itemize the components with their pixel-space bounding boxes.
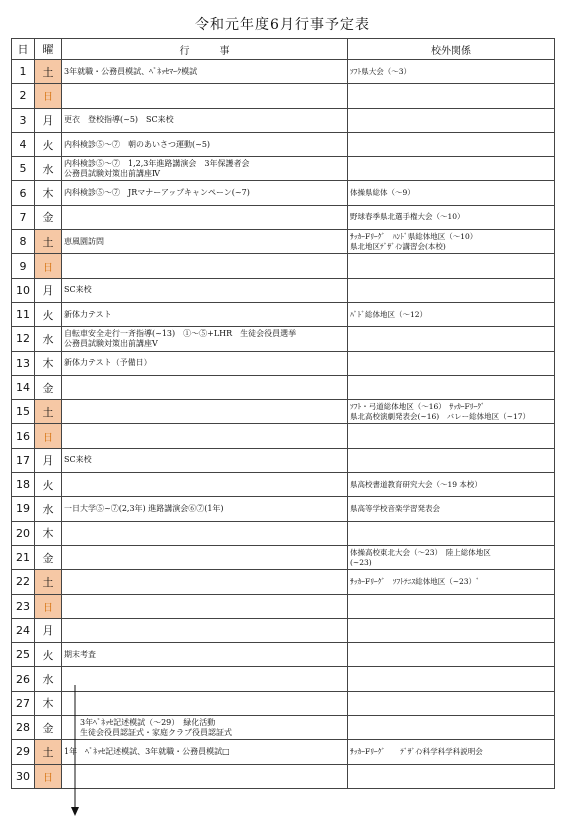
- table-row: [12, 375, 555, 399]
- day-cell: 16: [12, 424, 35, 448]
- table-row: [12, 84, 555, 108]
- weekday-cell: 土: [35, 60, 62, 84]
- table-row: [12, 205, 555, 229]
- header-row: [12, 39, 555, 60]
- external-cell: [348, 278, 555, 302]
- table-row: [12, 278, 555, 302]
- events-cell: 一日大学⑤~⑦(2,3年) 進路講演会⑥⑦(1年): [62, 497, 348, 521]
- day-cell: 27: [12, 691, 35, 715]
- day-cell: 2: [12, 84, 35, 108]
- day-cell: 7: [12, 205, 35, 229]
- day-cell: 21: [12, 545, 35, 569]
- weekday-cell: 日: [35, 84, 62, 108]
- external-cell: 県高校書道教育研究大会（～19 本校）: [348, 473, 555, 497]
- day-cell: 9: [12, 254, 35, 278]
- table-row: [12, 424, 555, 448]
- events-cell: [62, 400, 348, 424]
- table-row: [12, 448, 555, 472]
- day-cell: 5: [12, 157, 35, 181]
- weekday-cell: 土: [35, 570, 62, 594]
- day-cell: 22: [12, 570, 35, 594]
- external-cell: ｻｯｶｰFﾘｰｸﾞ ﾃﾞｻﾞｲﾝ科学科学科説明会: [348, 740, 555, 764]
- table-row: [12, 740, 555, 764]
- weekday-cell: 日: [35, 254, 62, 278]
- events-cell: SC来校: [62, 278, 348, 302]
- events-cell: 1年 ﾍﾞﾈｯｾ記述模試、3年就職・公務員模試□: [62, 740, 348, 764]
- external-cell: [348, 618, 555, 642]
- table-row: [12, 254, 555, 278]
- weekday-cell: 金: [35, 375, 62, 399]
- table-row: [12, 497, 555, 521]
- table-row: [12, 545, 555, 569]
- table-row: [12, 716, 555, 740]
- events-cell: [62, 424, 348, 448]
- external-cell: ﾊﾞﾄﾞ総体地区（～12）: [348, 302, 555, 326]
- events-cell: 恵風園訪問: [62, 230, 348, 254]
- events-cell: 内科検診⑤～⑦ 朝のあいさつ運動(~5): [62, 132, 348, 156]
- events-cell: [62, 691, 348, 715]
- external-cell: [348, 375, 555, 399]
- day-cell: 30: [12, 764, 35, 788]
- day-cell: 23: [12, 594, 35, 618]
- external-cell: [348, 691, 555, 715]
- day-cell: 26: [12, 667, 35, 691]
- events-cell: 新体力テスト（予備日）: [62, 351, 348, 375]
- weekday-cell: 水: [35, 497, 62, 521]
- weekday-cell: 火: [35, 132, 62, 156]
- table-row: [12, 521, 555, 545]
- external-cell: [348, 448, 555, 472]
- weekday-cell: 月: [35, 278, 62, 302]
- events-cell: 期末考査: [62, 643, 348, 667]
- events-cell: [62, 521, 348, 545]
- external-cell: [348, 764, 555, 788]
- day-cell: 15: [12, 400, 35, 424]
- external-cell: 野球春季県北選手権大会（～10）: [348, 205, 555, 229]
- weekday-cell: 土: [35, 740, 62, 764]
- header-weekday: 曜: [35, 39, 62, 60]
- weekday-cell: 土: [35, 230, 62, 254]
- day-cell: 11: [12, 302, 35, 326]
- day-cell: 28: [12, 716, 35, 740]
- weekday-cell: 木: [35, 351, 62, 375]
- weekday-cell: 火: [35, 643, 62, 667]
- header-day: 日: [12, 39, 35, 60]
- table-row: [12, 327, 555, 351]
- day-cell: 10: [12, 278, 35, 302]
- events-cell: 3年就職・公務員模試、ﾍﾞﾈｯｾﾏｰｸ模試: [62, 60, 348, 84]
- events-cell: [62, 667, 348, 691]
- events-cell: [62, 618, 348, 642]
- weekday-cell: 火: [35, 302, 62, 326]
- external-cell: [348, 424, 555, 448]
- external-cell: [348, 351, 555, 375]
- external-cell: [348, 254, 555, 278]
- schedule-table: [11, 38, 555, 789]
- table-row: [12, 157, 555, 181]
- weekday-cell: 日: [35, 594, 62, 618]
- table-row: [12, 570, 555, 594]
- table-row: [12, 400, 555, 424]
- events-cell: 内科検診⑤～⑦ JRマナーアップキャンペーン(~7): [62, 181, 348, 205]
- day-cell: 17: [12, 448, 35, 472]
- events-cell: [62, 545, 348, 569]
- weekday-cell: 水: [35, 667, 62, 691]
- weekday-cell: 木: [35, 691, 62, 715]
- weekday-cell: 金: [35, 545, 62, 569]
- weekday-cell: 金: [35, 716, 62, 740]
- table-row: [12, 230, 555, 254]
- weekday-cell: 土: [35, 400, 62, 424]
- external-cell: ｿﾌﾄ県大会（～3）: [348, 60, 555, 84]
- day-cell: 1: [12, 60, 35, 84]
- external-cell: 体操県総体（～9）: [348, 181, 555, 205]
- day-cell: 18: [12, 473, 35, 497]
- external-cell: [348, 327, 555, 351]
- weekday-cell: 木: [35, 521, 62, 545]
- table-row: [12, 351, 555, 375]
- external-cell: [348, 108, 555, 132]
- day-cell: 19: [12, 497, 35, 521]
- day-cell: 25: [12, 643, 35, 667]
- day-cell: 24: [12, 618, 35, 642]
- external-cell: ｻｯｶｰFﾘｰｸﾞ ｿﾌﾄﾃﾆｽ総体地区（~23）ﾞ: [348, 570, 555, 594]
- day-cell: 29: [12, 740, 35, 764]
- events-cell: 3年ﾍﾞﾈｯｾ記述模試（～29） 緑化活動 生徒会役員認証式・家庭クラブ役員認証式: [62, 716, 348, 740]
- external-cell: [348, 643, 555, 667]
- weekday-cell: 日: [35, 764, 62, 788]
- table-row: [12, 302, 555, 326]
- events-cell: [62, 375, 348, 399]
- header-external: 校外関係: [348, 39, 555, 60]
- page-title: 令和元年度6月行事予定表: [195, 17, 370, 33]
- period-arrow-icon: [70, 685, 80, 817]
- weekday-cell: 木: [35, 181, 62, 205]
- table-row: [12, 60, 555, 84]
- table-row: [12, 764, 555, 788]
- external-cell: [348, 157, 555, 181]
- day-cell: 13: [12, 351, 35, 375]
- table-row: [12, 618, 555, 642]
- events-cell: [62, 764, 348, 788]
- events-cell: 自転車安全走行一斉指導(~13) ①～⑤+LHR 生徒会役員選挙 公務員試験対策出前講座Ⅴ: [62, 327, 348, 351]
- external-cell: [348, 84, 555, 108]
- weekday-cell: 日: [35, 424, 62, 448]
- external-cell: [348, 667, 555, 691]
- table-row: [12, 643, 555, 667]
- table-row: [12, 108, 555, 132]
- external-cell: [348, 594, 555, 618]
- events-cell: 新体力テスト: [62, 302, 348, 326]
- table-row: [12, 691, 555, 715]
- weekday-cell: 金: [35, 205, 62, 229]
- table-row: [12, 594, 555, 618]
- day-cell: 14: [12, 375, 35, 399]
- weekday-cell: 月: [35, 618, 62, 642]
- events-cell: [62, 473, 348, 497]
- table-row: [12, 667, 555, 691]
- events-cell: [62, 594, 348, 618]
- external-cell: [348, 716, 555, 740]
- day-cell: 8: [12, 230, 35, 254]
- day-cell: 4: [12, 132, 35, 156]
- table-row: [12, 473, 555, 497]
- weekday-cell: 火: [35, 473, 62, 497]
- weekday-cell: 月: [35, 448, 62, 472]
- weekday-cell: 月: [35, 108, 62, 132]
- header-events: 行 事: [62, 39, 348, 60]
- external-cell: ｻｯｶｰFﾘｰｸﾞ ﾊﾝﾄﾞ県総体地区（～10） 県北地区ﾃﾞｻﾞｲﾝ講習会(本校): [348, 230, 555, 254]
- external-cell: [348, 521, 555, 545]
- events-cell: 更衣 登校指導(~5) SC来校: [62, 108, 348, 132]
- table-row: [12, 181, 555, 205]
- external-cell: [348, 132, 555, 156]
- events-cell: 内科検診⑤～⑦ 1,2,3年進路講演会 3年保護者会 公務員試験対策出前講座Ⅳ: [62, 157, 348, 181]
- weekday-cell: 水: [35, 327, 62, 351]
- events-cell: SC来校: [62, 448, 348, 472]
- day-cell: 3: [12, 108, 35, 132]
- external-cell: 体操高校東北大会（～23） 陸上総体地区 (~23): [348, 545, 555, 569]
- events-cell: [62, 570, 348, 594]
- day-cell: 12: [12, 327, 35, 351]
- events-cell: [62, 84, 348, 108]
- day-cell: 6: [12, 181, 35, 205]
- weekday-cell: 水: [35, 157, 62, 181]
- events-cell: [62, 205, 348, 229]
- day-cell: 20: [12, 521, 35, 545]
- external-cell: ｿﾌﾄ・弓道総体地区（～16） ｻｯｶｰFﾘｰｸﾞ 県北高校演劇発表会(~16) バレー総体地区（~17）: [348, 400, 555, 424]
- external-cell: 県高等学校音楽学習発表会: [348, 497, 555, 521]
- events-cell: [62, 254, 348, 278]
- table-row: [12, 132, 555, 156]
